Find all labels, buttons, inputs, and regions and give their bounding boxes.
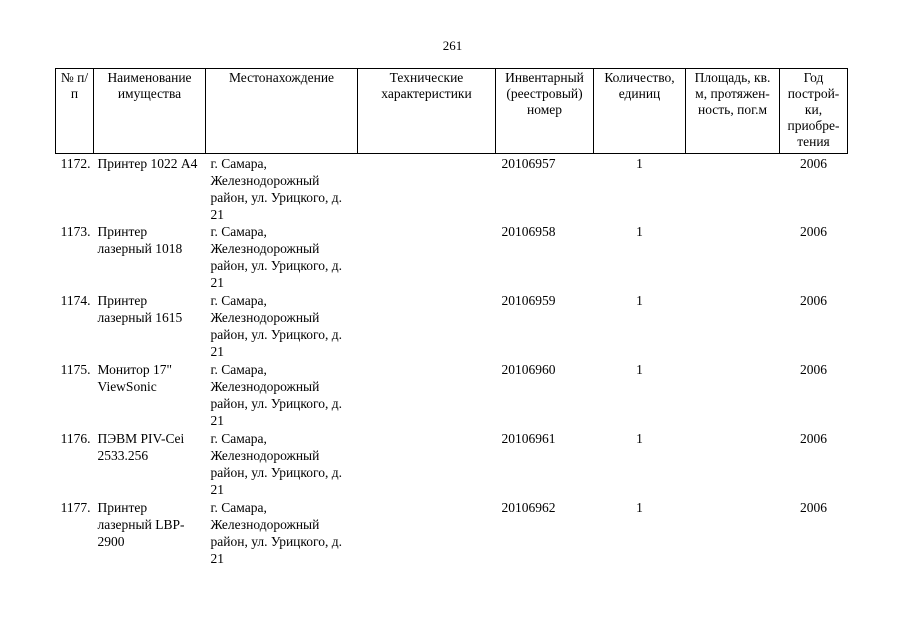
cell-location: г. Самара, Железнодорожный район, ул. Урицкого, д. 21 [210,156,342,222]
cell-location: г. Самара, Железнодорожный район, ул. Урицкого, д. 21 [210,500,342,566]
table-row [56,430,848,499]
table-row [56,361,848,430]
header-number: № п/п [56,69,94,154]
table-row [56,223,848,292]
cell-quantity: 1 [636,362,643,377]
cell-number: 1177. [60,500,91,515]
cell-inventory: 20106961 [501,431,556,446]
cell-area [686,361,780,430]
cell-number: 1175. [60,362,91,377]
cell-area [686,223,780,292]
cell-location: г. Самара, Железнодорожный район, ул. Урицкого, д. 21 [210,224,342,290]
cell-name: ПЭВМ PIV-Cei 2533.256 [97,431,185,463]
header-area: Площадь, кв. м, протяжен-ность, пог.м [686,69,780,154]
cell-name: Принтер лазерный 1018 [97,224,183,256]
cell-tech [358,154,496,224]
cell-area [686,499,780,568]
cell-tech [358,292,496,361]
cell-tech [358,223,496,292]
cell-inventory: 20106958 [501,224,556,239]
cell-inventory: 20106960 [501,362,556,377]
table-row [56,499,848,568]
cell-quantity: 1 [636,293,643,308]
table-row [56,154,848,224]
header-name: Наименование имущества [94,69,206,154]
cell-year: 2006 [800,362,827,377]
header-inventory: Инвентарный (реестровый) номер [496,69,594,154]
cell-year: 2006 [800,224,827,239]
cell-year: 2006 [800,293,827,308]
header-year: Год построй-ки, приобре-тения [780,69,848,154]
cell-number: 1174. [60,293,91,308]
cell-year: 2006 [800,431,827,446]
cell-name: Принтер 1022 А4 [97,156,198,171]
table-row [56,292,848,361]
cell-quantity: 1 [636,500,643,515]
cell-tech [358,430,496,499]
cell-location: г. Самара, Железнодорожный район, ул. Урицкого, д. 21 [210,362,342,428]
cell-name: Принтер лазерный LBP-2900 [97,500,185,549]
table-header [56,69,848,154]
cell-inventory: 20106962 [501,500,556,515]
property-registry-table [55,68,848,568]
cell-inventory: 20106957 [501,156,556,171]
cell-location: г. Самара, Железнодорожный район, ул. Урицкого, д. 21 [210,293,342,359]
cell-number: 1176. [60,431,91,446]
cell-name: Монитор 17" ViewSonic [97,362,172,394]
cell-name: Принтер лазерный 1615 [97,293,183,325]
header-tech: Технические характеристики [358,69,496,154]
cell-quantity: 1 [636,431,643,446]
cell-year: 2006 [800,500,827,515]
cell-year: 2006 [800,156,827,171]
header-row [56,69,848,154]
cell-number: 1172. [60,156,91,171]
cell-inventory: 20106959 [501,293,556,308]
cell-quantity: 1 [636,156,643,171]
cell-tech [358,499,496,568]
header-quantity: Количество, единиц [594,69,686,154]
cell-location: г. Самара, Железнодорожный район, ул. Урицкого, д. 21 [210,431,342,497]
cell-area [686,154,780,224]
cell-tech [358,361,496,430]
header-location: Местонахождение [206,69,358,154]
cell-quantity: 1 [636,224,643,239]
page-number: 261 [442,38,463,53]
cell-area [686,292,780,361]
cell-number: 1173. [60,224,91,239]
table-body [56,154,848,569]
cell-area [686,430,780,499]
